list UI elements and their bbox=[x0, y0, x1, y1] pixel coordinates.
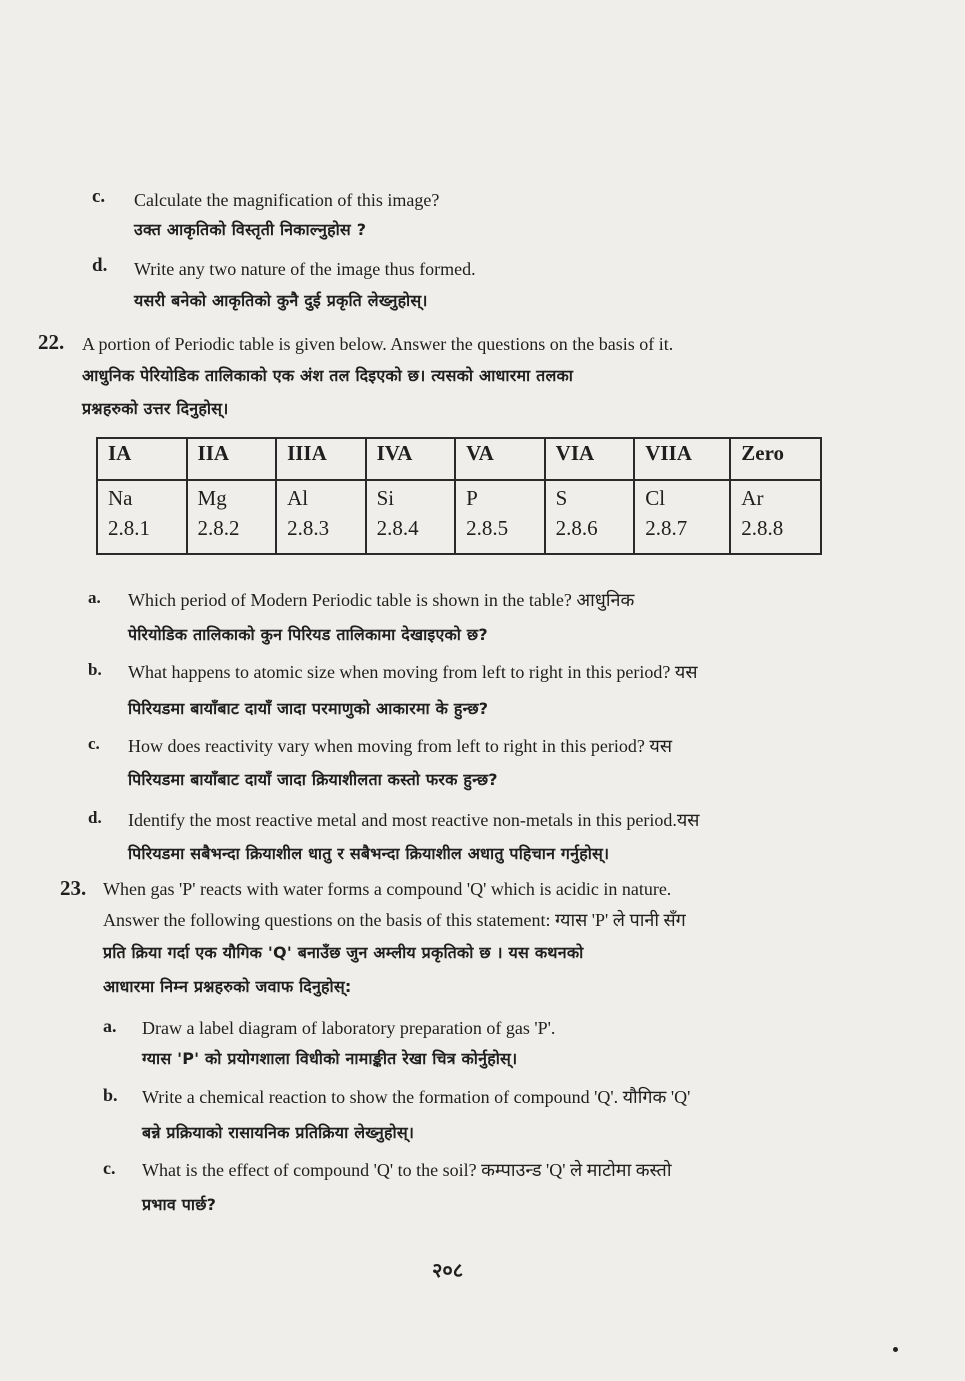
electron-config: 2.8.3 bbox=[287, 516, 330, 540]
q23-b-line2: बन्ने प्रक्रियाको रासायनिक प्रतिक्रिया लेख्नुहोस्। bbox=[142, 1123, 415, 1142]
q22-d-line1: Identify the most reactive metal and most reactive non-metals in this period.यस bbox=[128, 810, 700, 830]
electron-config: 2.8.7 bbox=[645, 516, 688, 540]
element-symbol: Al bbox=[287, 486, 309, 510]
q22-a-line2: पेरियोडिक तालिकाको कुन पिरियड तालिकामा देखाइएको छ? bbox=[128, 625, 488, 644]
q23-a-label: a. bbox=[103, 1016, 117, 1036]
q22-number: 22. bbox=[38, 330, 65, 354]
q21-c-label: c. bbox=[92, 186, 106, 207]
q22-stem-nepali-2: प्रश्नहरुको उत्तर दिनुहोस्। bbox=[82, 399, 229, 418]
element-symbol: Ar bbox=[741, 486, 764, 510]
q22-a-line1: Which period of Modern Periodic table is shown in the table? आधुनिक bbox=[128, 590, 635, 610]
periodic-table-portion bbox=[96, 437, 822, 555]
q22-d-label: d. bbox=[88, 808, 102, 827]
electron-config: 2.8.5 bbox=[466, 516, 509, 540]
q21-c-english: Calculate the magnification of this image? bbox=[134, 190, 440, 210]
q23-stem-line4: आधारमा निम्न प्रश्नहरुको जवाफ दिनुहोस्: bbox=[103, 977, 352, 996]
electron-config: 2.8.1 bbox=[108, 516, 150, 540]
element-symbol: Mg bbox=[197, 486, 227, 510]
element-symbol: Si bbox=[376, 486, 395, 510]
q22-c-label: c. bbox=[88, 734, 100, 753]
group-header: IIA bbox=[187, 438, 277, 480]
q21-d-english: Write any two nature of the image thus formed. bbox=[134, 259, 476, 279]
element-symbol: P bbox=[466, 486, 478, 510]
q22-stem-english: A portion of Periodic table is given below. Answer the questions on the basis of it. bbox=[82, 334, 674, 354]
group-header: IVA bbox=[366, 438, 456, 480]
q22-stem-nepali-1: आधुनिक पेरियोडिक तालिकाको एक अंश तल दिइएको छ। त्यसको आधारमा तलका bbox=[82, 366, 574, 385]
element-cell bbox=[634, 480, 730, 554]
group-header: VIA bbox=[545, 438, 635, 480]
element-symbol: Cl bbox=[645, 486, 666, 510]
group-header: VIIA bbox=[634, 438, 730, 480]
ink-dot bbox=[893, 1347, 898, 1352]
group-header: IIIA bbox=[276, 438, 366, 480]
q21-d-label: d. bbox=[92, 255, 108, 276]
element-cell bbox=[455, 480, 545, 554]
q22-c-line1: How does reactivity vary when moving from left to right in this period? यस bbox=[128, 736, 672, 756]
group-header: VA bbox=[455, 438, 545, 480]
q22-a-label: a. bbox=[88, 588, 101, 607]
element-row bbox=[97, 480, 821, 554]
element-cell bbox=[545, 480, 635, 554]
element-symbol: S bbox=[555, 486, 568, 510]
q23-b-label: b. bbox=[103, 1085, 118, 1105]
q23-b-line1: Write a chemical reaction to show the formation of compound 'Q'. यौगिक 'Q' bbox=[142, 1087, 691, 1107]
q23-number: 23. bbox=[60, 876, 87, 900]
q21-d-nepali: यसरी बनेको आकृतिको कुनै दुई प्रकृति लेख्नुहोस्। bbox=[134, 291, 428, 310]
element-cell bbox=[187, 480, 277, 554]
q23-c-line2: प्रभाव पार्छ? bbox=[142, 1195, 217, 1214]
element-cell bbox=[97, 480, 187, 554]
q23-c-line1: What is the effect of compound 'Q' to the soil? कम्पाउन्ड 'Q' ले माटोमा कस्तो bbox=[142, 1160, 672, 1180]
q23-stem-line3: प्रति क्रिया गर्दा एक यौगिक 'Q' बनाउँछ जुन अम्लीय प्रकृतिको छ । यस कथनको bbox=[103, 943, 584, 962]
q23-a-line2: ग्यास 'P' को प्रयोगशाला विधीको नामाङ्कीत रेखा चित्र कोर्नुहोस्। bbox=[142, 1049, 518, 1068]
q22-b-label: b. bbox=[88, 660, 102, 679]
electron-config: 2.8.6 bbox=[555, 516, 598, 540]
electron-config: 2.8.2 bbox=[197, 516, 240, 540]
q22-d-line2: पिरियडमा सबैभन्दा क्रियाशील धातु र सबैभन्दा क्रियाशील अधातु पहिचान गर्नुहोस्। bbox=[128, 844, 610, 863]
q22-b-line1: What happens to atomic size when moving from left to right in this period? यस bbox=[128, 662, 698, 682]
q22-c-line2: पिरियडमा बायाँबाट दायाँ जादा क्रियाशीलता कस्तो फरक हुन्छ? bbox=[128, 770, 498, 789]
q23-stem-line1: When gas 'P' reacts with water forms a compound 'Q' which is acidic in nature. bbox=[103, 879, 672, 899]
page-number: २०८ bbox=[432, 1258, 464, 1282]
q23-a-line1: Draw a label diagram of laboratory preparation of gas 'P'. bbox=[142, 1018, 556, 1038]
group-header: Zero bbox=[730, 438, 821, 480]
q21-c-nepali: उक्त आकृतिको विस्तृती निकाल्नुहोस ? bbox=[134, 220, 367, 239]
q23-stem-line2: Answer the following questions on the basis of this statement: ग्यास 'P' ले पानी सँग bbox=[103, 910, 686, 930]
electron-config: 2.8.4 bbox=[376, 516, 419, 540]
element-cell bbox=[276, 480, 366, 554]
electron-config: 2.8.8 bbox=[741, 516, 784, 540]
element-cell bbox=[730, 480, 821, 554]
q22-b-line2: पिरियडमा बायाँबाट दायाँ जादा परमाणुको आकारमा के हुन्छ? bbox=[128, 699, 489, 718]
element-cell bbox=[366, 480, 456, 554]
group-header: IA bbox=[97, 438, 187, 480]
element-symbol: Na bbox=[108, 486, 133, 510]
q23-c-label: c. bbox=[103, 1158, 116, 1178]
group-header-row bbox=[97, 438, 821, 480]
